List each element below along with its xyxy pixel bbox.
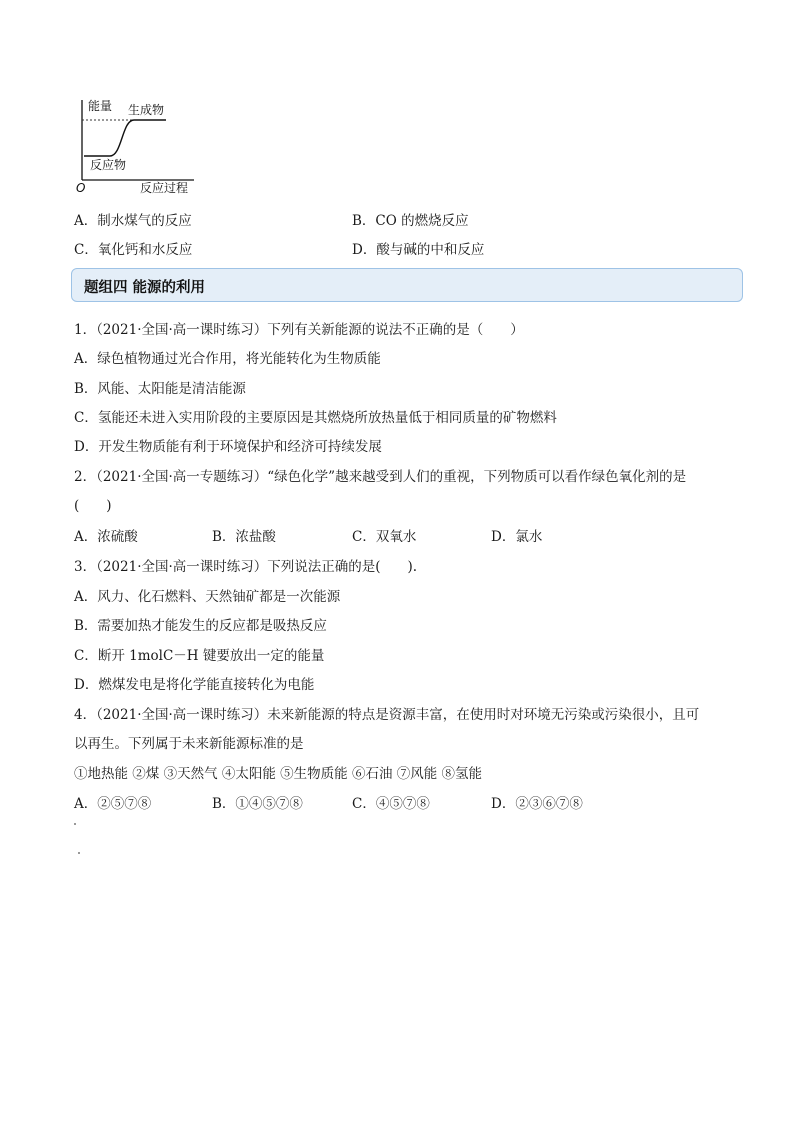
y-axis-label: 能量 <box>88 99 113 113</box>
prev-option-d: D．酸与碱的中和反应 <box>352 242 485 258</box>
prev-option-b: B．CO 的燃烧反应 <box>352 213 469 229</box>
question-2-stem-line1: 2．（2021·全国·高一专题练习）“绿色化学”越来越受到人们的重视，下列物质可以看作绿色氧化剂的是 <box>74 469 687 485</box>
question-3-option-a: A．风力、化石燃料、天然铀矿都是一次能源 <box>74 589 341 605</box>
question-1-option-c: C．氢能还未进入实用阶段的主要原因是其燃烧所放热量低于相同质量的矿物燃料 <box>74 410 557 426</box>
question-3-stem: 3．（2021·全国·高一课时练习）下列说法正确的是( ). <box>74 559 418 575</box>
question-4-stem-line2: 以再生。下列属于未来新能源标准的是 <box>74 736 304 752</box>
question-1-stem: 1．（2021·全国·高一课时练习）下列有关新能源的说法不正确的是（ ） <box>74 322 524 338</box>
question-3-option-c: C．断开 1molC－H 键要放出一定的能量 <box>74 648 325 664</box>
question-2-option-d: D．氯水 <box>491 529 543 545</box>
question-4-items: ①地热能 ②煤 ③天然气 ④太阳能 ⑤生物质能 ⑥石油 ⑦风能 ⑧氢能 <box>74 766 483 782</box>
question-4-stem-line1: 4．（2021·全国·高一课时练习）未来新能源的特点是资源丰富，在使用时对环境无污染或污染很小，且可 <box>74 707 700 723</box>
question-4-option-a: A．②⑤⑦⑧ <box>74 796 152 812</box>
origin-label: O <box>76 181 86 195</box>
question-1-option-d: D．开发生物质能有利于环境保护和经济可持续发展 <box>74 439 382 455</box>
question-1-option-a: A．绿色植物通过光合作用，将光能转化为生物质能 <box>74 351 381 367</box>
energy-diagram <box>76 96 206 196</box>
question-2-stem-line2: ( ) <box>74 498 112 514</box>
question-2-option-a: A．浓硫酸 <box>74 529 138 545</box>
question-4-option-b: B．①④⑤⑦⑧ <box>212 796 303 812</box>
products-label: 生成物 <box>128 103 165 117</box>
section-header <box>71 268 743 302</box>
question-3-option-d: D．燃煤发电是将化学能直接转化为电能 <box>74 677 315 693</box>
x-axis-label: 反应过程 <box>140 181 189 195</box>
prev-option-a: A．制水煤气的反应 <box>74 213 192 229</box>
question-4-option-c: C．④⑤⑦⑧ <box>352 796 430 812</box>
reactants-label: 反应物 <box>90 158 127 172</box>
paragraph-mark <box>78 852 80 854</box>
question-2-option-b: B．浓盐酸 <box>212 529 276 545</box>
question-4-option-d: D．②③⑥⑦⑧ <box>491 796 583 812</box>
section-title: 题组四 能源的利用 <box>84 280 206 296</box>
paragraph-mark <box>74 823 76 825</box>
question-1-option-b: B．风能、太阳能是清洁能源 <box>74 381 246 397</box>
prev-option-c: C．氧化钙和水反应 <box>74 242 193 258</box>
energy-curve <box>84 120 166 156</box>
question-3-option-b: B．需要加热才能发生的反应都是吸热反应 <box>74 618 327 634</box>
question-2-option-c: C．双氧水 <box>352 529 417 545</box>
